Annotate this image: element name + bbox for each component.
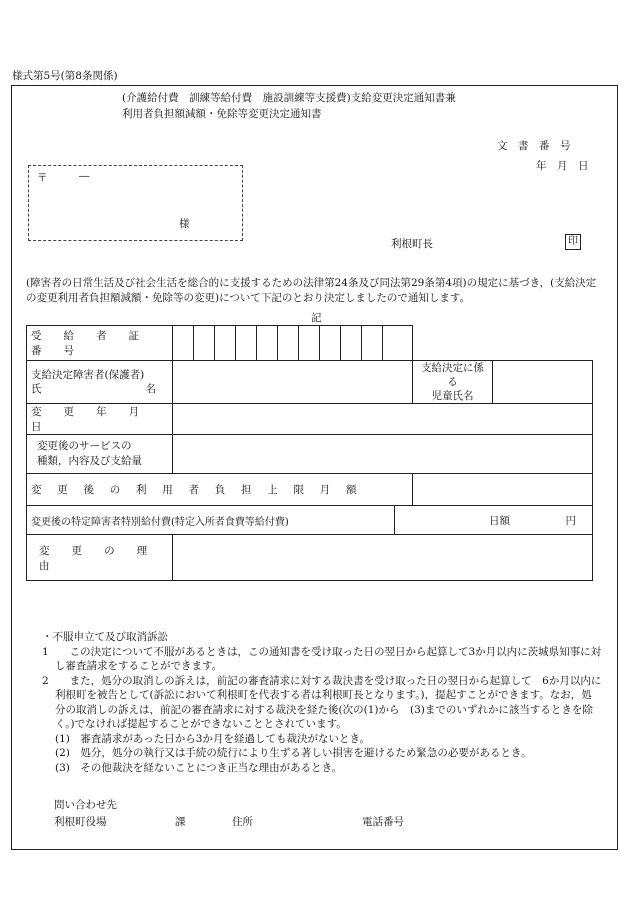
title-line-1: (介護給付費 訓練等給付費 施設訓練等支援費)支給変更決定通知書兼	[122, 92, 456, 104]
reason-field[interactable]	[173, 535, 593, 581]
child-label	[413, 361, 493, 404]
person-label	[27, 361, 173, 404]
child-name-field[interactable]	[493, 361, 593, 404]
digit-cell	[173, 326, 194, 360]
upper-limit-label: 変 更 後 の 利 用 者 負 担 上 限 月 額	[27, 474, 413, 506]
child-label-line-1: 支給決定に係る	[421, 362, 484, 388]
digit-cell	[236, 326, 257, 360]
digit-cell	[194, 326, 215, 360]
notes-sub-2: (2) 処分，処分の執行又は手続の続行により生ずる著しい損害を避けるため緊急の必要があるとき。	[55, 747, 532, 759]
address-box	[28, 165, 243, 241]
digit-cell	[320, 326, 341, 360]
yen-label: 円	[565, 514, 576, 527]
notes-heading: ・不服申立て及び取消訴訟	[42, 631, 168, 643]
recipient-number-label: 受 給 者 証 番 号	[27, 326, 173, 361]
special-benefit-label: 変更後の特定障害者特別給付費(特定入所者食費等給付費)	[27, 506, 395, 535]
service-label	[27, 435, 173, 474]
decision-table	[26, 325, 593, 581]
change-date-label: 変 更 年 月 日	[27, 404, 173, 435]
child-label-line-2: 児童氏名	[431, 390, 474, 402]
upper-limit-field[interactable]	[413, 474, 593, 506]
document-number-label: 文 書 番 号	[497, 140, 571, 152]
postal-mark: 〒	[37, 172, 48, 184]
contact-section: 課	[175, 816, 186, 828]
issuer-name: 利根町長	[391, 238, 433, 250]
notes-item-1: 1 この決定について不服があるときは，この通知書を受け取った日の翌日から起算して3か月以内に茨城県知事に対し審査請求をすることができます。	[42, 645, 602, 672]
digit-cell	[341, 326, 362, 360]
person-label-line-2	[31, 382, 168, 396]
notes-item-2: 2 また，処分の取消しの訴えは，前記の審査請求に対する裁決書を受け取った日の翌日から起算して 6か月以内に利根町を被告として(訴訟において利根町を代表する者は利根町長となります。)，提起すことができます。なお，処分の取消しの訴えは，前記の審査請求に対する裁決を経た後(次の(1)から (3)までのいずれかに該当するときを除く。)でなければ提起することができないこととされています。	[42, 674, 602, 730]
body-paragraph: (障害者の日常生活及び社会生活を総合的に支援するための法律第24条及び同法第29条第4項)の規定に基づき，(支給決定の変更利用者負担額減額・免除等の変更)について下記のとおり決定しましたので通知します。	[26, 277, 597, 304]
daily-label: 日額	[489, 514, 510, 527]
person-label-mei: 名	[145, 383, 156, 395]
digit-cell	[278, 326, 299, 360]
digit-cell	[299, 326, 320, 360]
postal-dash: ―	[79, 170, 90, 182]
contact-address: 住所	[232, 816, 253, 828]
special-benefit-field[interactable]	[395, 506, 593, 535]
form-number: 様式第5号(第8条関係)	[12, 70, 118, 82]
recipient-number-cells	[173, 326, 413, 361]
contact-heading: 問い合わせ先	[54, 799, 117, 811]
contact-phone: 電話番号	[362, 816, 404, 828]
notes-sub-1: (1) 審査請求があった日から3か月を経過しても裁決がないとき。	[55, 732, 371, 745]
person-label-line-1: 支給決定障害者(保護者)	[31, 369, 145, 381]
seal-mark: 印	[565, 234, 581, 250]
person-label-shi: 氏	[31, 383, 42, 395]
contact-office: 利根町役場	[54, 816, 107, 828]
digit-cell	[362, 326, 383, 360]
date-label: 年 月 日	[536, 160, 589, 172]
service-field[interactable]	[173, 435, 593, 474]
reason-label: 変 更 の 理 由	[27, 535, 173, 581]
digit-cell	[215, 326, 236, 360]
blank-cell	[413, 326, 593, 361]
ki-label: 記	[311, 312, 322, 324]
notes-sub-3: (3) その他裁決を経ないことにつき正当な理由があるとき。	[55, 761, 343, 774]
addressee-suffix: 様	[179, 218, 190, 230]
service-label-line-1: 変更後のサービスの	[37, 440, 132, 452]
service-label-line-2: 種類，内容及び支給量	[37, 455, 142, 467]
digit-cell	[257, 326, 278, 360]
title-line-2: 利用者負担額減額・免除等変更決定通知書	[122, 108, 322, 120]
appeal-notes	[42, 630, 602, 775]
person-name-field[interactable]	[173, 361, 413, 404]
change-date-field[interactable]	[173, 404, 593, 435]
